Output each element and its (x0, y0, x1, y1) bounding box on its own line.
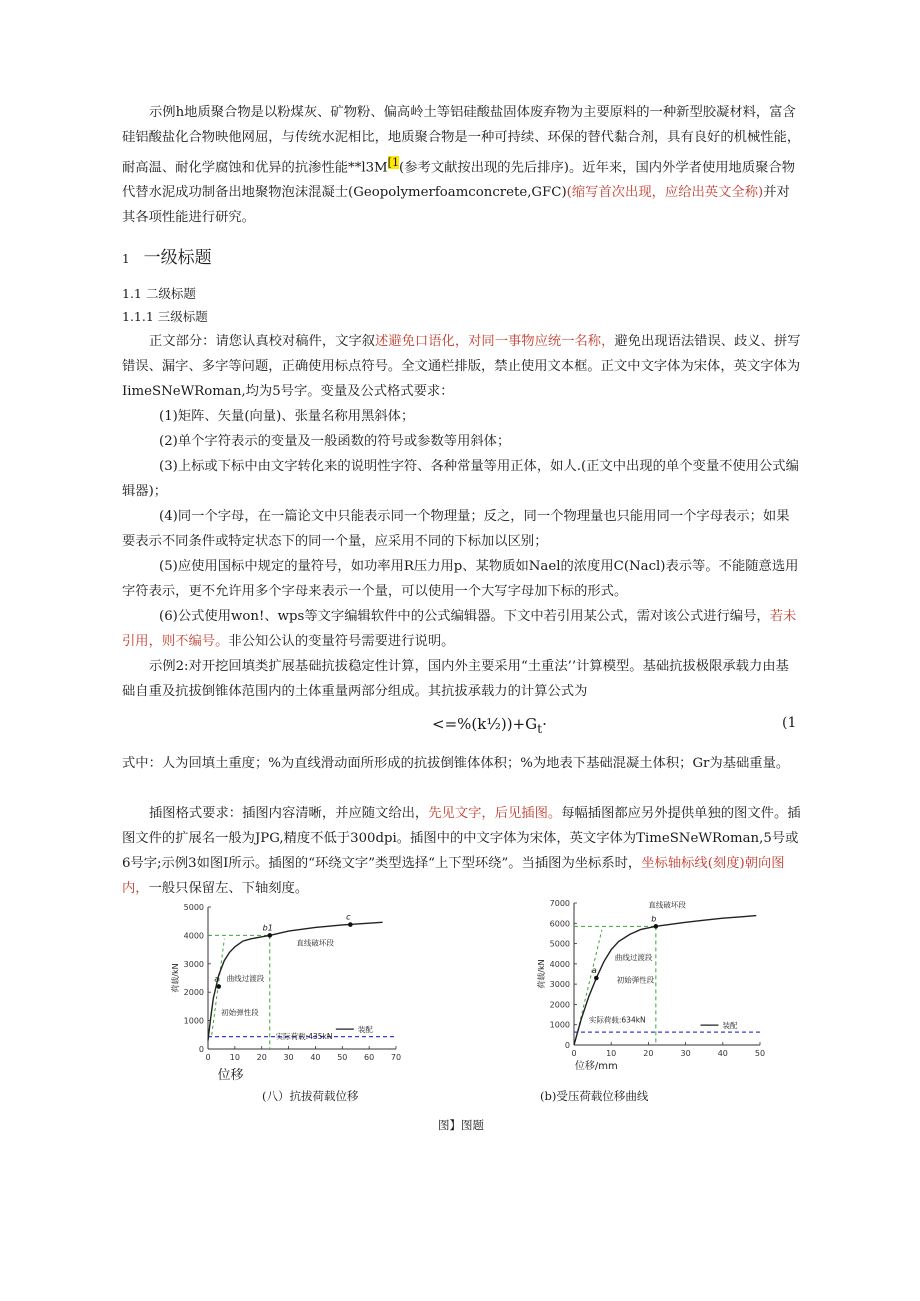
y-tick-label: 3000 (183, 959, 204, 969)
fig-red-note-1: 先见文字，后见插图。 (428, 806, 562, 821)
citation-highlight: [1 (387, 156, 400, 169)
point-label-a: a (214, 974, 220, 984)
heading-level-3: 1.1.1 三级标题 (122, 309, 208, 324)
list-item-6-red: 若未引用，则不编号。 (122, 609, 797, 649)
fig-red-note-2: 坐标轴标线(刻度)朝向图内， (122, 856, 785, 896)
legend-label: 装配 (722, 1021, 738, 1031)
point-label-a: a (591, 966, 597, 976)
where-paragraph: 式中：人为回填土重度；%为直线滑动面所形成的抗拔倒锥体体积；%为地表下基础混凝土体积；Gr为基础重量。 (122, 756, 790, 771)
chart-b (532, 883, 772, 1078)
y-tick-label: 0 (564, 1041, 570, 1050)
y-tick-label: 5000 (183, 903, 204, 912)
annotation: 初始弹性段 (221, 1007, 259, 1017)
y-tick-label: 5000 (549, 939, 570, 949)
body-paragraph (122, 329, 802, 404)
fig-text-3: 一般只保留左、下轴刻度。 (148, 881, 309, 896)
formula-subscript: t (537, 721, 543, 736)
y-tick-label: 2000 (549, 1000, 570, 1010)
list-item-1: (1)矩阵、矢量(向量)、张量名称用黑斜体； (159, 409, 415, 424)
y-tick-label: 0 (198, 1045, 204, 1054)
x-tick-label: 10 (606, 1049, 617, 1058)
x-axis-label: 位移 (217, 1068, 244, 1083)
x-tick-label: 30 (680, 1049, 691, 1058)
data-point-a (216, 984, 221, 989)
chart-a (160, 893, 420, 1093)
y-axis-label: 荷载/kN (537, 959, 546, 989)
y-axis-label: 荷载/kN (171, 963, 180, 993)
intro-text-1: 示例h地质聚合物是以粉煤灰、矿物粉、偏高岭土等铝硅酸盐固体废弃物为主要原料的一种新型胶凝材料，富含硅铝酸盐化合物映他网屈，与传统水泥相比，地质聚合物是一种可持续、环保的替代黏合剂，具有良好的机械性能，耐高温、耐化学腐蚀和优异的抗渗性能**l3M (122, 105, 801, 176)
list-item-4: (4)同一个字母，在一篇论文中只能表示同一个物理量；反之，同一个物理量也只能用同一个字母表示；如果要表示不同条件或特定状态下的同一个量，应采用不同的下标加以区别； (122, 509, 790, 549)
x-tick-label: 60 (364, 1053, 375, 1062)
formula-body: <=%(k½))+G (432, 715, 538, 733)
fig-text-2: 每幅插图都应另外提供单独的图文件。插图文件的扩展名一般为JPG,精度不低于300dpi。插图中的中文字体为宋体，英文字体为TimeSNeWRoman,5号或6号字;示例3如图I所示。插图的“环绕文字”类型选择“上下型环绕”。当插图为坐标系时， (122, 806, 801, 871)
annotation: 曲线过渡段 (614, 952, 653, 962)
heading-1-number: 1 (122, 252, 130, 266)
annotation: 实际荷载:634kN (588, 1015, 646, 1025)
y-tick-label: 4000 (183, 931, 204, 941)
data-point-b1 (267, 933, 272, 938)
heading-level-1 (122, 243, 212, 268)
heading-level-2: 1.1 二级标题 (122, 286, 196, 301)
y-tick-label: 4000 (549, 959, 570, 969)
chart-a-caption: (八）抗拔荷载位移 (262, 1089, 359, 1103)
list-item-6 (122, 604, 802, 654)
list-item-6-tail: 非公知公认的变量符号需要进行说明。 (228, 634, 455, 649)
annotation: 初始弹性段 (616, 975, 655, 985)
formula-tail: · (542, 715, 547, 733)
annotation: 曲线过渡段 (226, 973, 265, 983)
formula (432, 715, 547, 736)
chart-b-caption: (b)受压荷载位移曲线 (540, 1089, 649, 1103)
point-label-b1: b1 (262, 923, 273, 933)
point-label-b: b (651, 914, 657, 924)
point-label-c: c (346, 912, 351, 922)
intro-paragraph (122, 100, 802, 230)
list-item-2: (2)单个字符表示的变量及一般函数的符号或参数等用斜体； (159, 434, 511, 449)
list-item-3: (3)上标或下标中由文字转化来的说明性字符、各种常量等用正体，如人.(正文中出现的单个变量不使用公式编辑器)； (122, 459, 799, 499)
y-tick-label: 1000 (183, 1016, 204, 1026)
x-tick-label: 40 (717, 1049, 728, 1058)
body-red-note: 述避免口语化，对同一事物应统一名称， (375, 334, 615, 349)
x-tick-label: 0 (205, 1053, 211, 1062)
data-point-b (654, 924, 659, 929)
x-tick-label: 10 (229, 1053, 240, 1062)
body-text-1: 正文部分：请您认真校对稿件，文字叙 (149, 334, 376, 349)
x-tick-label: 0 (571, 1049, 577, 1058)
figure-caption: 图】图题 (438, 1118, 484, 1132)
x-tick-label: 70 (390, 1053, 402, 1062)
y-tick-label: 7000 (549, 899, 570, 908)
annotation: 直线破坏段 (648, 900, 686, 910)
intro-red-note: (缩写首次出现，应给出英文全称) (566, 185, 764, 201)
body-text-2: 避免出现语法错误、歧义、拼写错误、漏字、多字等问题，正确使用标点符号。全文通栏排版，禁止使用文本框。正文中文字体为宋体，英文字体为IimeSNeWRoman,均为5号字。变量及公式格式要求： (122, 334, 801, 399)
data-point-c (348, 922, 353, 927)
list-item-6-text: (6)公式使用won!、wps等文字编辑软件中的公式编辑器。下文中若引用某公式，需对该公式进行编号， (159, 609, 770, 624)
intro-text-3: 并对其各项性能进行研究。 (122, 185, 790, 226)
equation-number: (1 (782, 715, 797, 731)
annotation: 直线破坏段 (296, 938, 334, 948)
y-tick-label: 3000 (549, 980, 570, 990)
x-tick-label: 30 (283, 1053, 294, 1062)
fig-text-1: 插图格式要求：插图内容清晰，并应随文给出， (149, 806, 429, 821)
data-point-a (594, 976, 599, 981)
x-tick-label: 20 (643, 1049, 654, 1058)
annotation: 实际荷载:435kN (275, 1032, 333, 1042)
y-tick-label: 1000 (549, 1020, 570, 1030)
legend-label: 装配 (357, 1025, 373, 1035)
x-tick-label: 40 (310, 1053, 321, 1062)
heading-1-text: 一级标题 (143, 248, 212, 268)
x-axis-label: 位移/mm (574, 1061, 618, 1072)
x-tick-label: 50 (337, 1053, 348, 1062)
x-tick-label: 50 (754, 1049, 766, 1058)
y-tick-label: 6000 (549, 919, 570, 929)
example-2-paragraph: 示例2:对开挖回填类扩展基础抗拔稳定性计算，国内外主要采用“土重法’’计算模型。基础抗拔极限承载力由基础自重及抗拔倒锥体范围内的土体重量两部分组成。其抗拔承载力的计算公式为 (122, 659, 789, 699)
intro-text-2: (参考文献按出现的先后排序)。近年来，国内外学者使用地质聚合物代替水泥成功制备出地聚物泡沫混凝士(Geopolymerfoamconcrete,GFC) (122, 160, 796, 201)
x-tick-label: 20 (256, 1053, 267, 1062)
list-item-5: (5)应使用国标中规定的量符号，如功率用R压力用p、某物质如Nael的浓度用C(Nacl)表示等。不能随意选用字符表示，更不允许用多个字母来表示一个量，可以使用一个大写字母加下标的形式。 (122, 559, 799, 599)
y-tick-label: 2000 (183, 988, 204, 998)
